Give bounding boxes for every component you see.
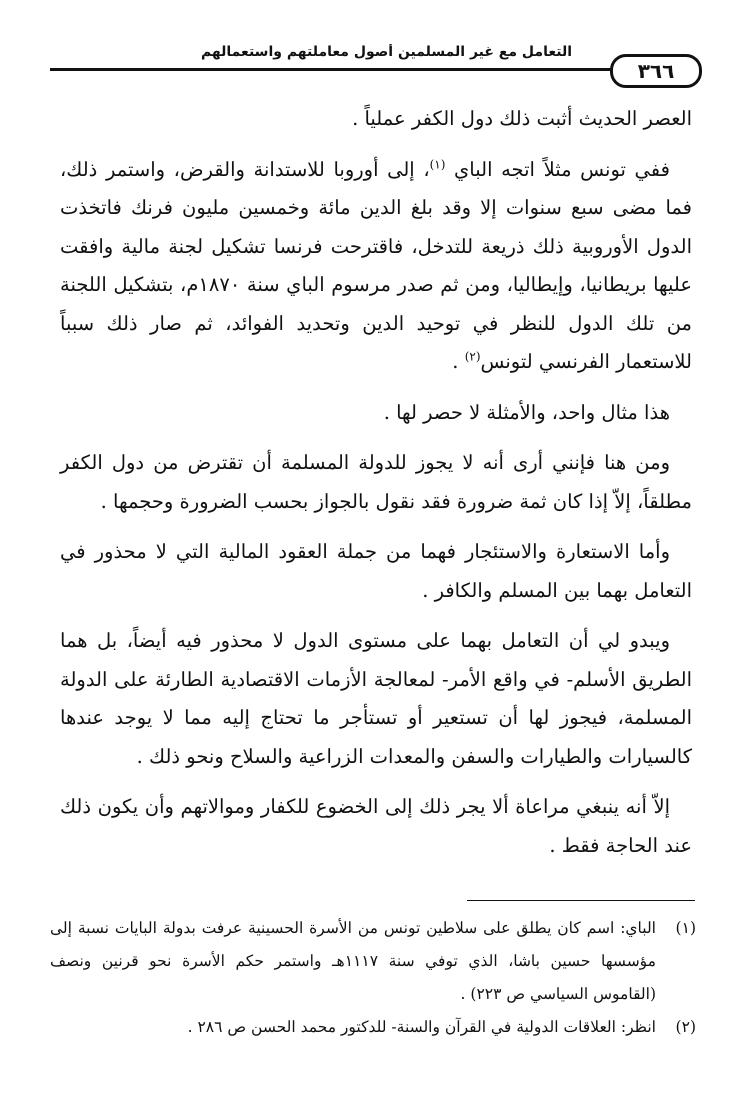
paragraph: ومن هنا فإنني أرى أنه لا يجوز للدولة المسلمة أن تقترض من دول الكفر مطلقاً، إلاّ إذا كان ثمة ضرورة فقد نقول بالجواز بحسب الضرورة وحجمها . (60, 451, 692, 513)
paragraph: وأما الاستعارة والاستئجار فهما من جملة العقود المالية التي لا محذور في التعامل بهما بين المسلم والكافر . (60, 540, 692, 602)
paragraph: العصر الحديث أثبت ذلك دول الكفر عملياً . (352, 107, 692, 130)
body-text (60, 100, 692, 877)
footnote-reference[interactable]: (٢) (464, 349, 481, 364)
paragraph: إلاّ أنه ينبغي مراعاة ألا يجر ذلك إلى الخضوع للكفار وموالاتهم وأن يكون ذلك عند الحاجة فقط . (60, 795, 692, 857)
paragraph: ويبدو لي أن التعامل بهما على مستوى الدول لا محذور فيه أيضاً، بل هما الطريق الأسلم- في واقع الأمر- لمعالجة الأزمات الاقتصادية الطارئة على الدولة المسلمة، فيجوز لها أن تستعير أو تستأجر ما تحتاج إليه مما لا يوجد عندها كالسيارات والطيارات والسفن والمعدات الزراعية والسلاح ونحو ذلك . (60, 629, 692, 768)
footnote-marker: (١) (675, 919, 696, 937)
page-number: ٣٦٦ (610, 54, 702, 88)
footnote-text: انظر: العلاقات الدولية في القرآن والسنة- للدكتور محمد الحسن ص ٢٨٦ . (187, 1018, 656, 1036)
footnote (50, 912, 696, 1011)
header-rule (50, 68, 620, 71)
footnote (50, 1011, 696, 1044)
footnote-marker: (٢) (675, 1018, 696, 1036)
paragraph-text: ففي تونس مثلاً اتجه الباي (445, 157, 670, 181)
footnote-separator (467, 900, 695, 901)
paragraph-text: . (452, 350, 465, 373)
running-title: التعامل مع غير المسلمين أصول معاملتهم واستعمالهم (200, 44, 572, 60)
footnote-reference[interactable]: (١) (429, 157, 446, 171)
paragraph (60, 151, 692, 382)
paragraph-text: ، إلى أوروبا للاستدانة والقرض، واستمر ذلك، فما مضى سبع سنوات إلا وقد بلغ الدين مائة وخمسين مليون فرنك فاتخذت الدول الأوروبية ذلك ذريعة للتدخل، فاقترحت فرنسا تشكيل لجنة مالية وافقت عليها بريطانيا، وإيطاليا، ومن ثم صدر مرسوم الباي سنة ١٨٧٠م، بتشكيل اللجنة من تلك الدول للنظر في توحيد الدين وتحديد الفوائد، ثم صار ذلك سبباً للاستعمار الفرنسي لتونس (60, 157, 693, 373)
footnote-text: الباي: اسم كان يطلق على سلاطين تونس من الأسرة الحسينية عرفت بدولة البايات نسبة إلى مؤسسها حسين باشا، الذي توفي سنة ١١١٧هـ واستمر حكم الأسرة نحو قرنين ونصف (القاموس السياسي ص ٢٢٣) . (50, 919, 656, 1003)
paragraph: هذا مثال واحد، والأمثلة لا حصر لها . (383, 400, 670, 424)
footnotes (50, 912, 696, 1044)
